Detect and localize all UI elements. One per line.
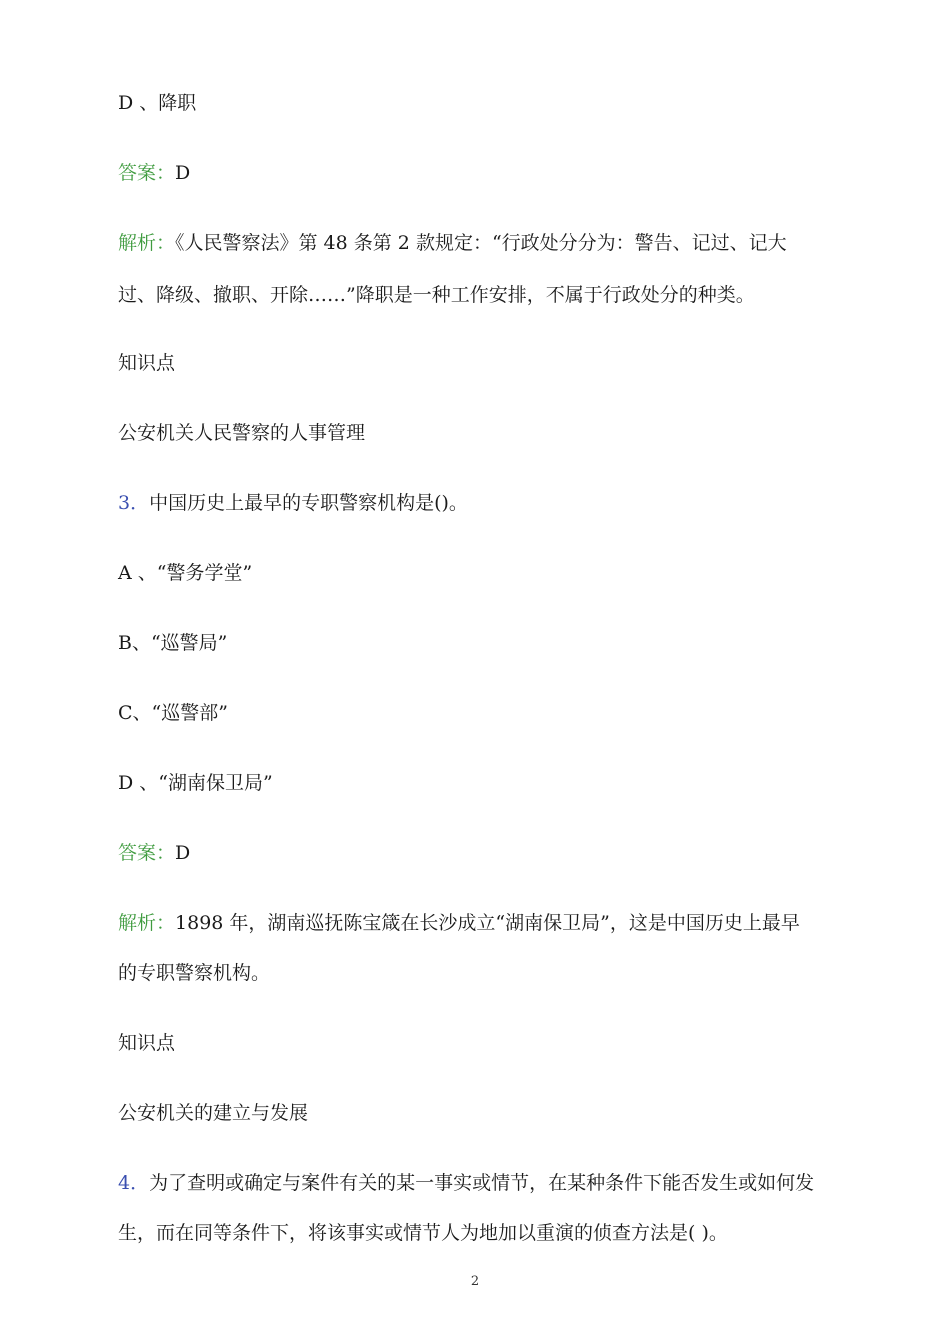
option-b: B、“巡警局”: [118, 632, 228, 654]
option-c: C、“巡警部”: [118, 702, 228, 724]
analysis-line-continued: 的专职警察机构。: [118, 962, 271, 984]
answer-line: [118, 161, 190, 185]
answer-label: 答案：: [118, 162, 176, 184]
analysis-line: [118, 231, 787, 255]
analysis-line-continued: 过、降级、撤职、开除……”降职是一种工作安排，不属于行政处分的种类。: [118, 284, 755, 306]
question-text: 为了查明或确定与案件有关的某一事实或情节，在某种条件下能否发生或如何发: [149, 1172, 815, 1194]
page-number: 2: [470, 1274, 480, 1289]
knowledge-value: 公安机关人民警察的人事管理: [118, 422, 366, 444]
answer-value: D: [175, 162, 191, 184]
analysis-label: 解析：: [118, 232, 176, 254]
option-d: D 、“湖南保卫局”: [118, 772, 273, 794]
answer-label: 答案：: [118, 842, 176, 864]
question-number: 3．: [118, 492, 150, 514]
analysis-label: 解析：: [118, 912, 176, 934]
option-a: A 、“警务学堂”: [118, 562, 253, 584]
analysis-text: 《人民警察法》第 48 条第 2 款规定：“行政处分分为：警告、记过、记大: [175, 232, 787, 254]
knowledge-value: 公安机关的建立与发展: [118, 1102, 309, 1124]
answer-line: [118, 841, 190, 865]
question-stem: [118, 1171, 814, 1195]
option-d: D 、降职: [118, 92, 197, 114]
question-number: 4．: [118, 1172, 150, 1194]
answer-value: D: [175, 842, 191, 864]
knowledge-label: 知识点: [118, 352, 176, 374]
analysis-text: 1898 年，湖南巡抚陈宝箴在长沙成立“湖南保卫局”，这是中国历史上最早: [175, 912, 800, 934]
knowledge-label: 知识点: [118, 1032, 176, 1054]
question-stem-continued: 生，而在同等条件下，将该事实或情节人为地加以重演的侦查方法是( )。: [118, 1222, 728, 1244]
question-text: 中国历史上最早的专职警察机构是()。: [149, 492, 468, 514]
analysis-line: [118, 911, 800, 935]
question-stem: [118, 491, 468, 515]
